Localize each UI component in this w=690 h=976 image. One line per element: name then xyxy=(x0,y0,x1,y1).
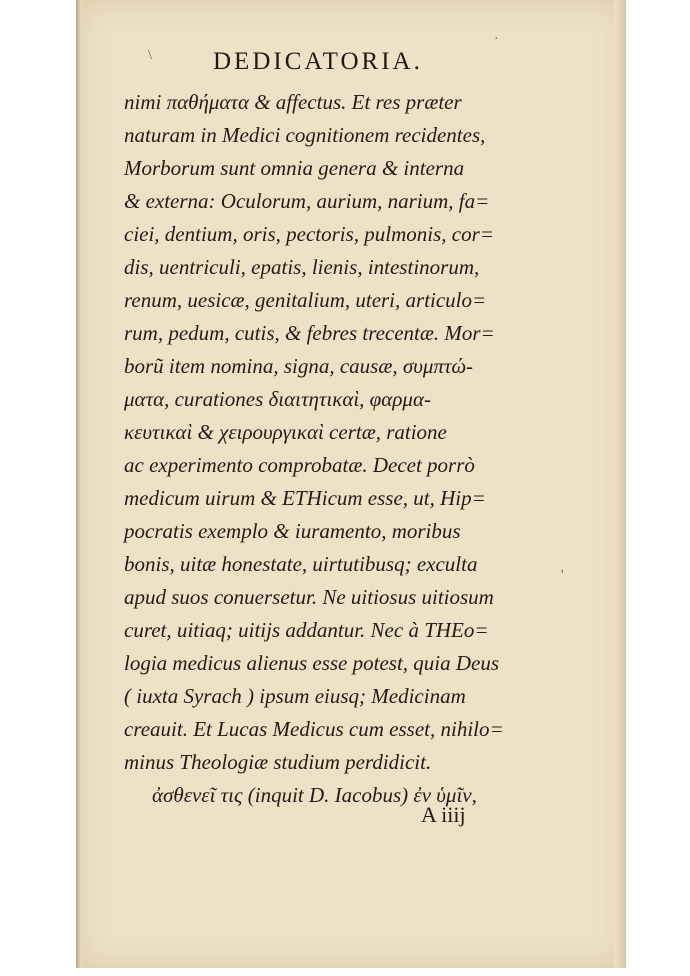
ink-speck: ' xyxy=(561,568,564,583)
text-line: bonis, uitæ honestate, uirtutibusq; exculta xyxy=(124,552,478,576)
text-line: ac experimento comprobatæ. Decet porrò xyxy=(124,453,475,477)
text-line: rum, pedum, cutis, & febres trecentæ. Mor= xyxy=(124,321,495,345)
ink-speck: · xyxy=(494,32,499,47)
text-line: renum, uesicæ, genitalium, uteri, articulo= xyxy=(124,288,487,312)
text-line: ματα, curationes διαιτητικαὶ, φαρμα- xyxy=(124,387,431,411)
text-line: κευτικαὶ & χειρουργικαὶ certæ, ratione xyxy=(124,420,447,444)
ink-speck: \ xyxy=(148,48,152,63)
text-line: curet, uitiaq; uitijs addantur. Nec à THEo= xyxy=(124,618,489,642)
book-page xyxy=(76,0,626,968)
running-header: DEDICATORIA. xyxy=(213,48,423,75)
body-text xyxy=(124,86,604,812)
text-line: & externa: Oculorum, aurium, narium, fa= xyxy=(124,189,490,213)
text-line: medicum uirum & ETHicum esse, ut, Hip= xyxy=(124,486,486,510)
text-line: Morborum sunt omnia genera & interna xyxy=(124,156,465,180)
text-line: ( iuxta Syrach ) ipsum eiusq; Medicinam xyxy=(124,684,466,708)
text-line: pocratis exemplo & iuramento, moribus xyxy=(124,519,461,543)
text-line: dis, uentriculi, epatis, lienis, intestinorum, xyxy=(124,255,480,279)
text-line: ἀσθενεῖ τις (inquit D. Iacobus) ἐν ὑμῖν, xyxy=(152,783,477,807)
text-line: nimi παθήματα & affectus. Et res præter xyxy=(124,90,462,114)
page-outer-edge xyxy=(614,0,626,968)
signature-mark: A iiij xyxy=(421,802,466,827)
page-binding-edge xyxy=(76,0,82,968)
text-line: apud suos conuersetur. Ne uitiosus uitiosum xyxy=(124,585,494,609)
text-line: logia medicus alienus esse potest, quia Deus xyxy=(124,651,500,675)
text-line: naturam in Medici cognitionem recidentes, xyxy=(124,123,486,147)
text-line: borũ item nomina, signa, causæ, συμπτώ- xyxy=(124,354,474,378)
text-line: minus Theologiæ studium perdidicit. xyxy=(124,750,432,774)
text-line: ciei, dentium, oris, pectoris, pulmonis, cor= xyxy=(124,222,494,246)
text-line: creauit. Et Lucas Medicus cum esset, nihilo= xyxy=(124,717,504,741)
